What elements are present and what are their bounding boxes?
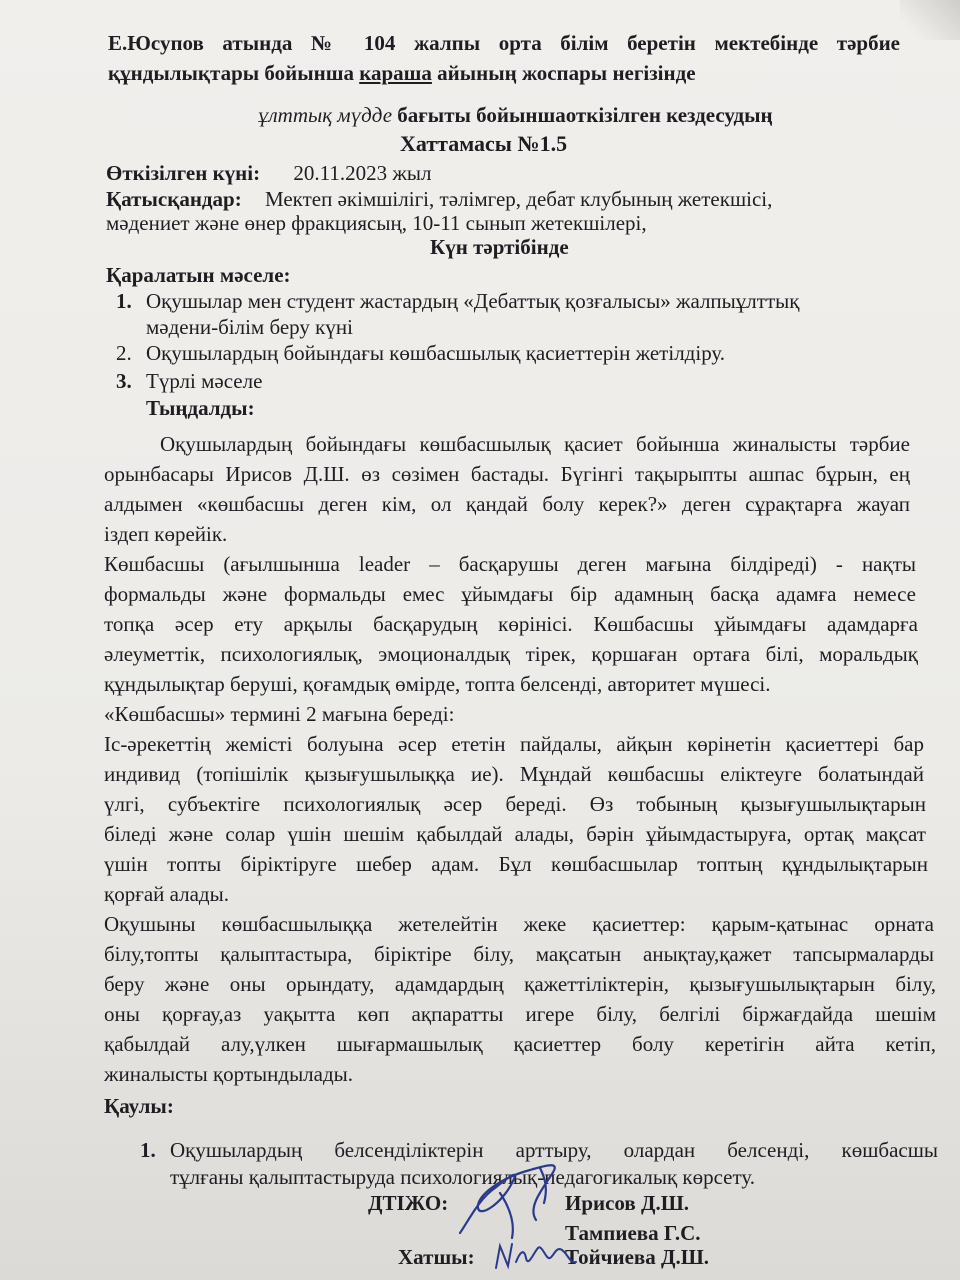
agenda-title: Күн тәртібінде xyxy=(430,235,569,259)
header-line-2 xyxy=(108,60,696,86)
body-line: орынбасары Ирисов Д.Ш. өз сөзімен бастады. Бүгінгі тақырыпты ашпас бұрын, ең xyxy=(104,462,910,486)
issue-text: Оқушылардың бойындағы көшбасшылық қасиеттерін жетілдіру. xyxy=(146,341,726,365)
signatory-name-1: Ирисов Д.Ш. xyxy=(565,1191,690,1215)
resolution-label: Қаулы: xyxy=(104,1094,174,1118)
direction-italic: ұлттық мүдде xyxy=(258,103,393,127)
issue-item-2 xyxy=(116,340,725,366)
body-line: оны қорғау,аз уақытта көп ақпаратты игере білу, белгілі біржағдайда шешім xyxy=(104,1002,936,1026)
issue-number: 2. xyxy=(116,341,132,365)
body-line: «Көшбасшы» термині 2 мағына береді: xyxy=(104,702,455,726)
issue-text: Түрлі мәселе xyxy=(146,369,263,393)
body-line: Іс-әрекеттің жемісті болуына әсер ететін пайдалы, айқын көрінетін қасиеттері бар xyxy=(104,732,924,756)
participants-line-1 xyxy=(106,186,908,212)
issues-label: Қаралатын мәселе: xyxy=(106,263,291,287)
header-line-1 xyxy=(108,30,900,56)
issue-item-3 xyxy=(116,368,262,394)
handwritten-signature-2 xyxy=(490,1232,580,1280)
issue-number: 1. xyxy=(116,289,132,313)
direction-line xyxy=(258,102,773,128)
resolution-text-1: Оқушылардың белсенділіктерін арттыру, олардан белсенді, көшбасшы xyxy=(170,1138,938,1162)
body-line: іздеп көрейік. xyxy=(104,522,228,546)
body-line: беру және оны орындату, адамдардың қажеттіліктерін, қызығушылықтарын білу, xyxy=(104,972,936,996)
body-line: Көшбасшы (ағылшынша leader – басқарушы деген мағына білдіреді) - нақты xyxy=(104,552,916,576)
body-line: әлеуметтік, психологиялық, эмоционалдық тірек, қоршаған ортаға білі, моральдық xyxy=(104,642,918,666)
issue-number: 3. xyxy=(116,369,132,393)
body-line: алдымен «көшбасшы деген кім, ол қандай болу керек?» деген сұрақтарға жауап xyxy=(104,492,910,516)
body-line: қабылдай алу,үлкен шығармашылық қасиеттер болу керетігін айта кетіп, xyxy=(104,1032,936,1056)
body-line: индивид (топішілік қызығушылыққа ие). Мұндай көшбасшы еліктеуге болатындай xyxy=(104,762,924,786)
participants-label: Қатысқандар: xyxy=(106,187,242,211)
body-line: Оқушыны көшбасшылыққа жетелейтін жеке қасиеттер: қарым-қатынас орната xyxy=(104,912,934,936)
header-month-underlined: караша xyxy=(359,61,432,85)
participants-line-2: мәдениет және өнер фракциясың, 10-11 сынып жетекшілері, xyxy=(106,211,647,235)
body-line: біледі және солар үшін шешім қабылдай алады, бәрін ұйымдастыруға, ортақ мақсат xyxy=(104,822,926,846)
issue-item-1 xyxy=(116,288,799,314)
date-label: Өткізілген күні: xyxy=(106,161,261,185)
issue-text: Оқушылар мен студент жастардың «Дебаттық қозғалысы» жалпыұлттық xyxy=(146,289,800,313)
heard-label: Тыңдалды: xyxy=(146,396,255,420)
date-value: 20.11.2023 жыл xyxy=(293,161,432,185)
body-line: Оқушылардың бойындағы көшбасшылық қасиет бойынша жиналысты тәрбие xyxy=(160,432,910,456)
body-line: топқа әсер ету арқылы басқарудың көрінісі. Көшбасшы ұйымдағы адамдарға xyxy=(104,612,918,636)
issue-item-1-cont: мәдени-білім беру күні xyxy=(146,315,353,339)
participants-text-1: Мектеп әкімшілігі, тәлімгер, дебат клубының жетекшісі, xyxy=(264,187,773,211)
body-line: үшін топты біріктіруге шебер адам. Бұл көшбасшылар топтың құндылықтарын xyxy=(104,852,928,876)
signatory-name-3: Тойчиева Д.Ш. xyxy=(565,1245,710,1269)
header-line-2-start: құндылықтары бойынша xyxy=(108,61,360,85)
body-line: құндылықтар беруші, қоғамдық өмірде, топта белсенді, авторитет мүшесі. xyxy=(104,672,771,696)
body-line: формальды және формальды емес ұйымдағы бір адамның басқа адамға немесе xyxy=(104,582,916,606)
header-line-1-text: Е.Юсупов атында № 104 жалпы орта білім беретін мектебінде тәрбие xyxy=(108,31,900,55)
secretary-label: Хатшы: xyxy=(398,1245,475,1269)
body-line: жиналысты қортындылады. xyxy=(104,1062,354,1086)
body-line: қорғай алады. xyxy=(104,882,229,906)
body-line: үлгі, субъектіге психологиялық әсер береді. Өз тобының қызығушылықтарын xyxy=(104,792,926,816)
body-line: білу,топты қалыптастыра, біріктіре білу, мақсатын анықтау,қажет тапсырмаларды xyxy=(104,942,934,966)
signatory-name-2: Тампиева Г.С. xyxy=(565,1221,701,1245)
date-line xyxy=(106,160,431,186)
resolution-number: 1. xyxy=(140,1138,156,1162)
direction-bold: бағыты бойыншаоткізілген кездесудың xyxy=(392,103,773,127)
dtizho-label: ДТІЖО: xyxy=(368,1191,449,1215)
resolution-item-cont: тұлғаны қалыптастыруда психологиялық-педагогикалық көрсету. xyxy=(170,1165,756,1189)
page-corner-shadow xyxy=(900,0,960,40)
header-line-2-end: айының жоспары негізінде xyxy=(431,61,696,85)
document-title: Хаттамасы №1.5 xyxy=(400,131,568,156)
